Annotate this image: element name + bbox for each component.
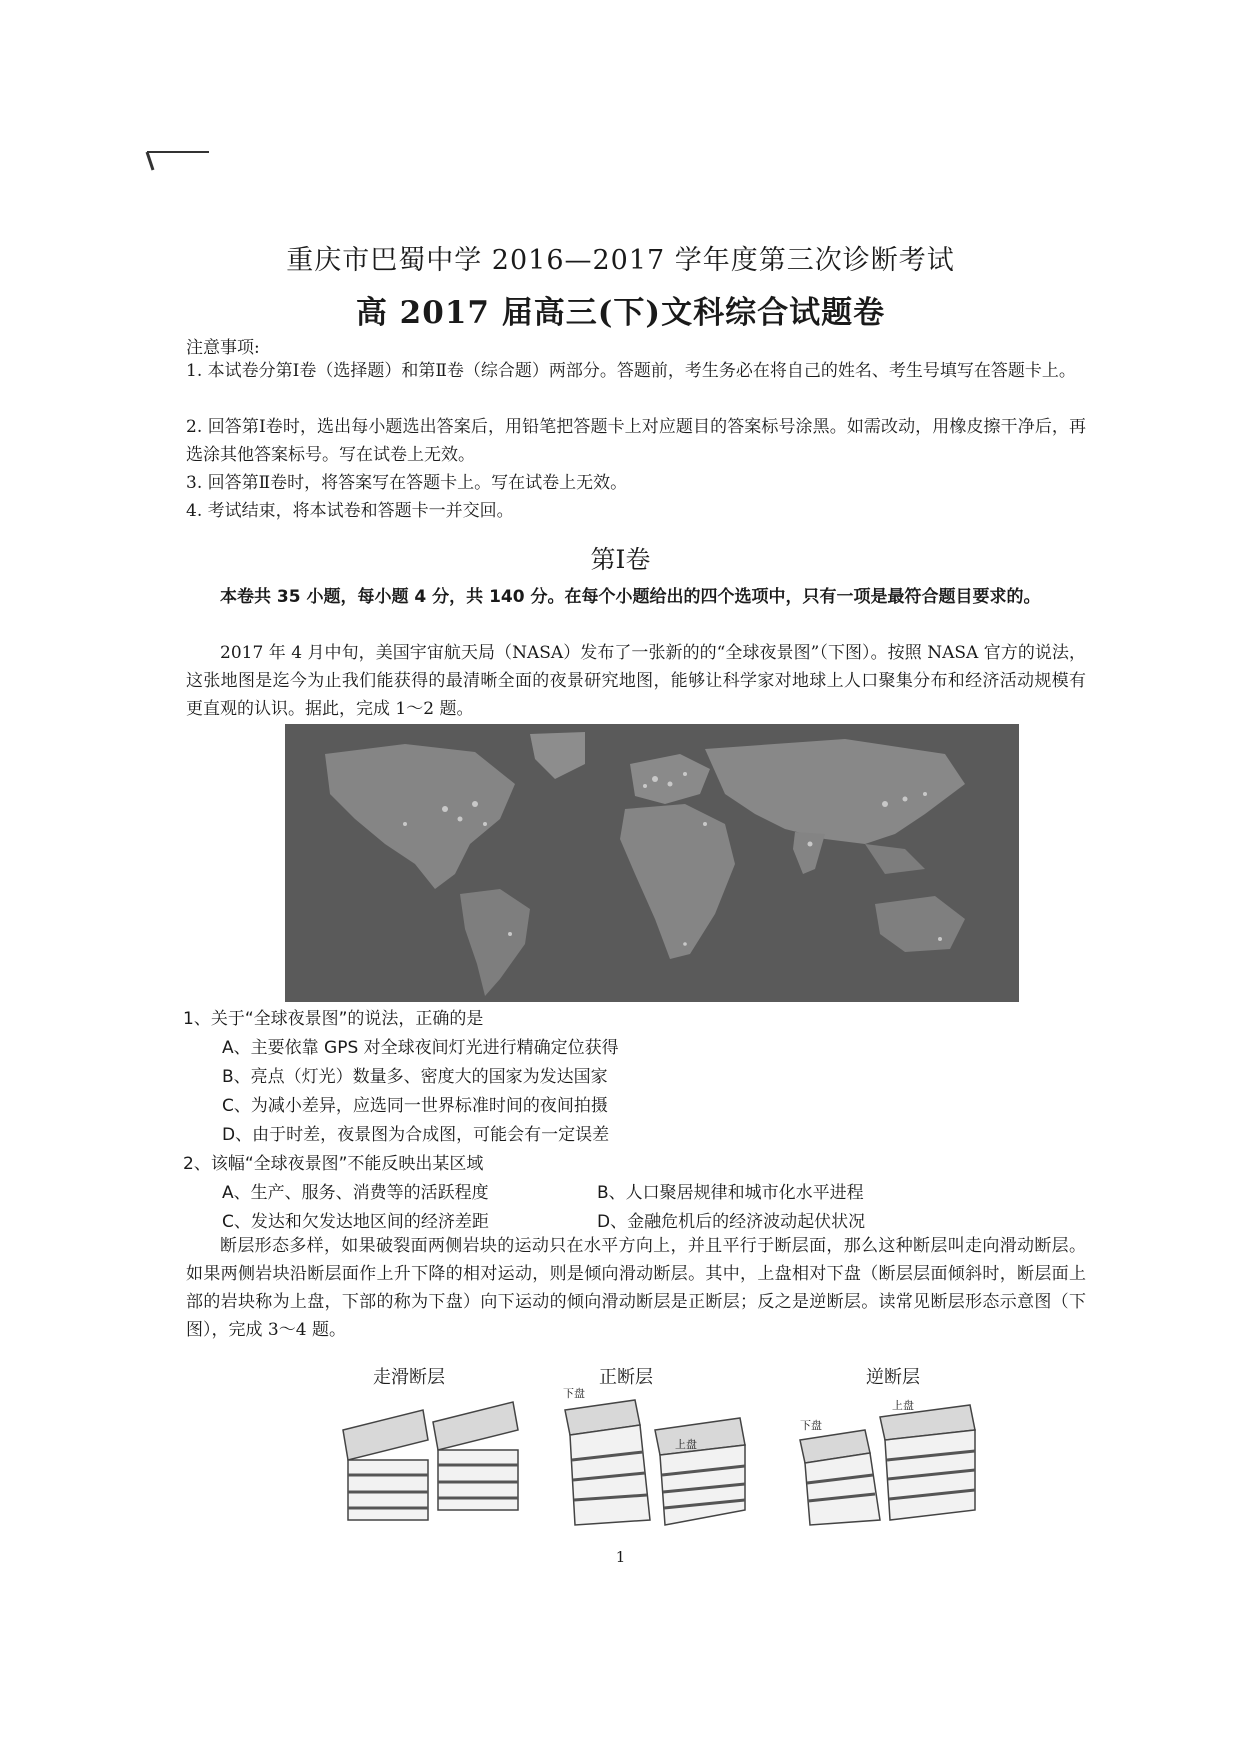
question-2-option-a: A、生产、服务、消费等的活跃程度 xyxy=(222,1183,489,1203)
reverse-fault-diagram xyxy=(795,1395,985,1530)
normal-fault-diagram xyxy=(560,1380,750,1530)
strike-slip-fault-diagram xyxy=(338,1400,523,1525)
notes-item: 2. 回答第Ⅰ卷时，选出每小题选出答案后，用铅笔把答题卡上对应题目的答案标号涂黑。如需改动，用橡皮擦干净后，再选涂其他答案标号。写在试卷上无效。 xyxy=(186,417,1086,465)
notes-item: 3. 回答第Ⅱ卷时，将答案写在答题卡上。写在试卷上无效。 xyxy=(186,473,628,493)
notes-item: 4. 考试结束，将本试卷和答题卡一并交回。 xyxy=(186,501,514,521)
strike-slip-fault-label: 走滑断层 xyxy=(373,1367,445,1388)
notes-heading: 注意事项: xyxy=(186,338,260,358)
reverse-fault-footwall-label: 下盘 xyxy=(800,1419,822,1432)
world-map-image xyxy=(285,724,1019,1002)
section-heading: 第Ⅰ卷 xyxy=(590,545,651,574)
passage-nightlights: 2017 年 4 月中旬，美国宇宙航天局（NASA）发布了一张新的的“全球夜景图”（下图）。按照 NASA 官方的说法，这张地图是迄今为止我们能获得的最清晰全面的夜景研究地图，能够让科学家对地球上人口聚集分布和经济活动规模有更直观的认识。据此，完成 1～2 题。 xyxy=(186,643,1086,719)
question-2-option-c: C、发达和欠发达地区间的经济差距 xyxy=(222,1212,489,1232)
global-night-map xyxy=(285,724,1019,1002)
section-instructions: 本卷共 35 小题，每小题 4 分，共 140 分。在每个小题给出的四个选项中，只有一项是最符合题目要求的。 xyxy=(220,587,1041,607)
question-2-option-b: B、人口聚居规律和城市化水平进程 xyxy=(597,1183,864,1203)
normal-fault-label: 正断层 xyxy=(599,1367,653,1388)
normal-fault-footwall-label: 下盘 xyxy=(563,1387,585,1400)
corner-scan-mark xyxy=(145,150,211,172)
exam-title-line1: 重庆市巴蜀中学 2016—2017 学年度第三次诊断考试 xyxy=(286,245,955,276)
exam-title-line2: 高 2017 届高三(下)文科综合试题卷 xyxy=(355,295,886,331)
question-1-option-b: B、亮点（灯光）数量多、密度大的国家为发达国家 xyxy=(222,1067,608,1087)
question-1-stem: 1、关于“全球夜景图”的说法，正确的是 xyxy=(183,1009,484,1029)
question-1-option-d: D、由于时差，夜景图为合成图，可能会有一定误差 xyxy=(222,1125,610,1145)
question-2-option-d: D、金融危机后的经济波动起伏状况 xyxy=(597,1212,866,1232)
page-number: 1 xyxy=(615,1548,626,1566)
question-1-option-a: A、主要依靠 GPS 对全球夜间灯光进行精确定位获得 xyxy=(222,1038,619,1058)
reverse-fault-hanging-wall-label: 上盘 xyxy=(892,1399,914,1412)
notes-item: 1. 本试卷分第Ⅰ卷（选择题）和第Ⅱ卷（综合题）两部分。答题前，考生务必在将自己的姓名、考生号填写在答题卡上。 xyxy=(186,361,1076,381)
reverse-fault-label: 逆断层 xyxy=(866,1367,920,1388)
passage-faults: 断层形态多样，如果破裂面两侧岩块的运动只在水平方向上，并且平行于断层面，那么这种断层叫走向滑动断层。如果两侧岩块沿断层面作上升下降的相对运动，则是倾向滑动断层。其中，上盘相对下盘（断层层面倾斜时，断层面上部的岩块称为上盘，下部的称为下盘）向下运动的倾向滑动断层是正断层；反之是逆断层。读常见断层形态示意图（下图），完成 3～4 题。 xyxy=(186,1236,1086,1340)
normal-fault-hanging-wall-label: 上盘 xyxy=(675,1438,697,1451)
question-2-stem: 2、该幅“全球夜景图”不能反映出某区域 xyxy=(183,1154,484,1174)
question-1-option-c: C、为减小差异，应选同一世界标准时间的夜间拍摄 xyxy=(222,1096,608,1116)
